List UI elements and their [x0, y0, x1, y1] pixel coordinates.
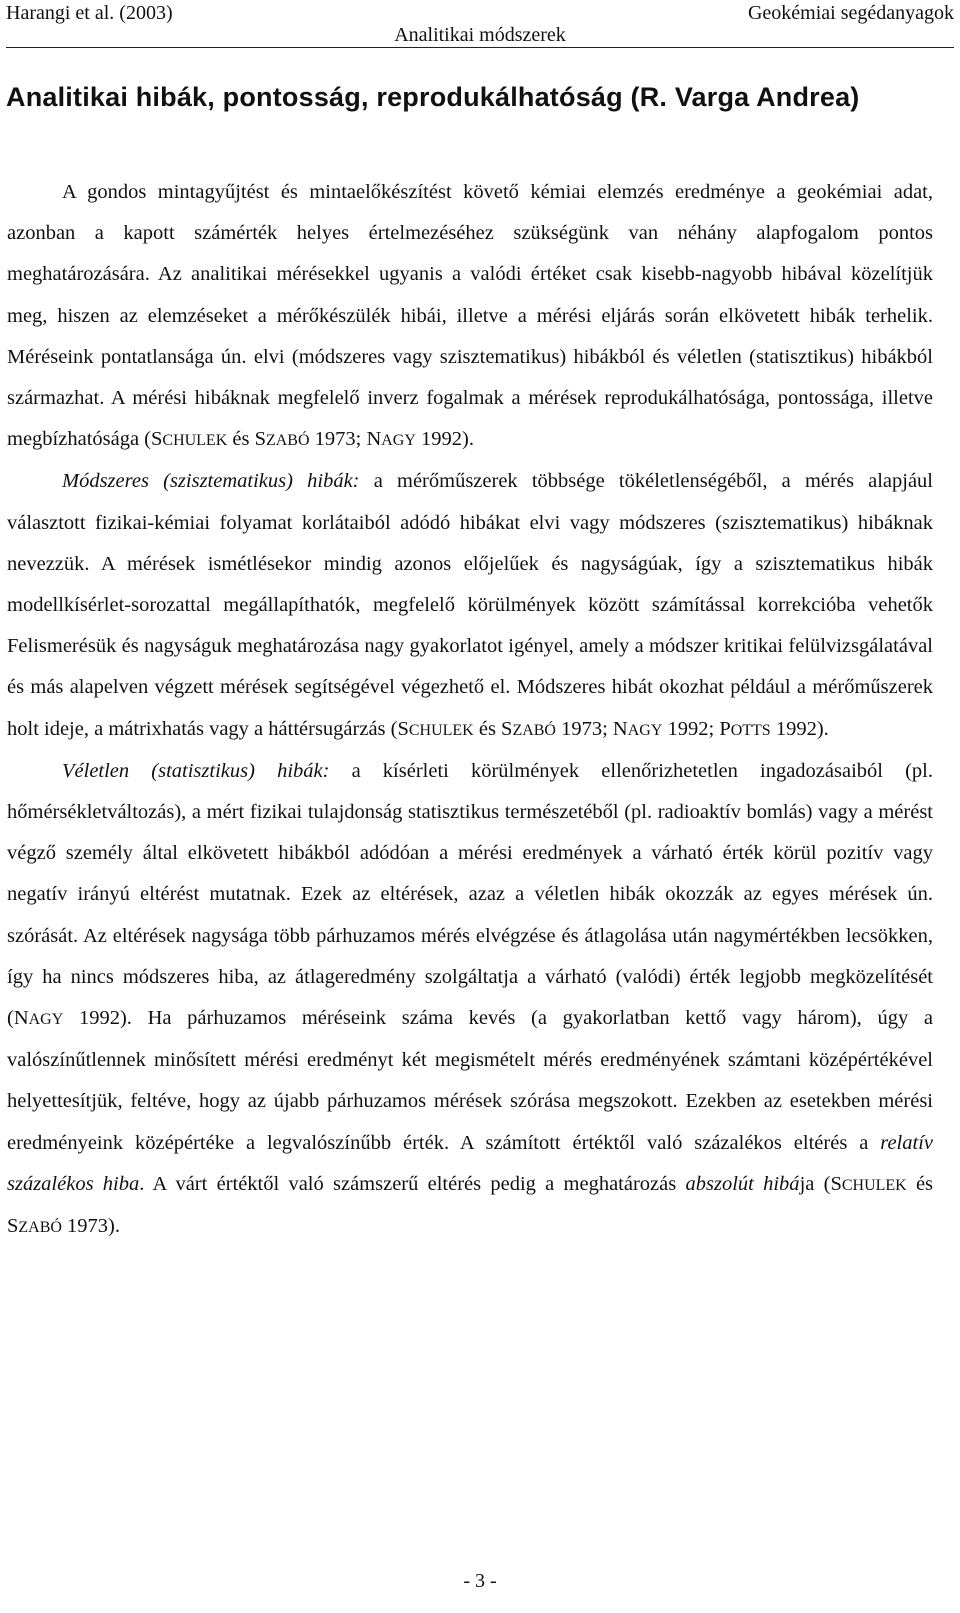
- header-authors: Harangi et al. (2003): [6, 2, 173, 24]
- header-collection: Geokémiai segédanyagok: [747, 2, 954, 24]
- section-title: Analitikai hibák, pontosság, reprodukálhatóság (R. Varga Andrea): [6, 82, 860, 112]
- header-rule: [6, 47, 954, 48]
- paragraph-systematic-errors: Módszeres (szisztematikus) hibák: a mérőműszerek többsége tökéletlenségéből, a mérés alapjául választott fizikai-kémiai folyamat korlátaiból adódó hibákat elvi vagy módszeres (szisztematikus) hibáknak nevezzük. A mérések ismétlésekor mindig azonos előjelűek és nagyságúak, így a szisztematikus hibák modellkísérlet-sorozattal megállapíthatók, megfelelő körülmények között számítással korrekcióba vehetők Felismerésük és nagyságuk meghatározása nagy gyakorlatot igényel, amely a módszer kritikai felülvizsgálatával és más alapelven végzett mérések segítségével végezhető el. Módszeres hibát okozhat például a mérőműszerek holt ideje, a mátrixhatás vagy a háttérsugárzás (SCHULEK és SZABÓ 1973; NAGY 1992; POTTS 1992).: [7, 470, 933, 740]
- page-number: - 3 -: [463, 1570, 497, 1592]
- body-text: [7, 172, 933, 1248]
- paragraph-intro: A gondos mintagyűjtést és mintaelőkészítést követő kémiai elemzés eredménye a geokémiai adat, azonban a kapott számérték helyes értelmezéséhez szükségünk van néhány alapfogalom pontos meghatározására. Az analitikai mérésekkel ugyanis a valódi értéket csak kisebb-nagyobb hibával közelítjük meg, hiszen az elemzéseket a mérőkészülék hibái, illetve a mérési eljárás során elkövetett hibák terhelik. Méréseink pontatlansága ún. elvi (módszeres vagy szisztematikus) hibákból és véletlen (statisztikus) hibákból származhat. A mérési hibáknak megfelelő inverz fogalmak a mérések reprodukálhatósága, pontossága, illetve megbízhatósága (SCHULEK és SZABÓ 1973; NAGY 1992).: [7, 181, 933, 451]
- term-systematic: Módszeres (szisztematikus) hibák:: [62, 470, 360, 493]
- term-random: Véletlen (statisztikus) hibák:: [62, 759, 330, 782]
- header-section: Analitikai módszerek: [394, 24, 566, 46]
- paragraph-random-errors: Véletlen (statisztikus) hibák: a kísérleti körülmények ellenőrizhetetlen ingadozásaiból (pl. hőmérsékletváltozás), a mért fizikai tulajdonság statisztikus természetéből (pl. radioaktív bomlás) vagy a mérést végző személy által elkövetett hibákból adódóan a mérési eredmények a várható érték körül pozitív vagy negatív irányú eltérést mutatnak. Ezek az eltérések, azaz a véletlen hibák okozzák az egyes mérések ún. szórását. Az eltérések nagysága több párhuzamos mérés elvégzése és átlagolása után nagymértékben lecsökken, így ha nincs módszeres hiba, az átlageredmény szolgáltatja a várható (valódi) érték legjobb megközelítését (NAGY 1992). Ha párhuzamos méréseink száma kevés (a gyakorlatban kettő vagy három), úgy a valószínűtlennek minősített mérési eredményt két megismételt mérés eredményének számtani középértékével helyettesítjük, feltéve, hogy az újabb párhuzamos mérések szórása megszokott. Ezekben az esetekben mérési eredményeink középértéke a legvalószínűbb érték. A számított értéktől való százalékos eltérés a relatív százalékos hiba. A várt értéktől való számszerű eltérés pedig a meghatározás abszolút hibája (SCHULEK és SZABÓ 1973).: [7, 759, 934, 1238]
- page-header: [6, 2, 954, 48]
